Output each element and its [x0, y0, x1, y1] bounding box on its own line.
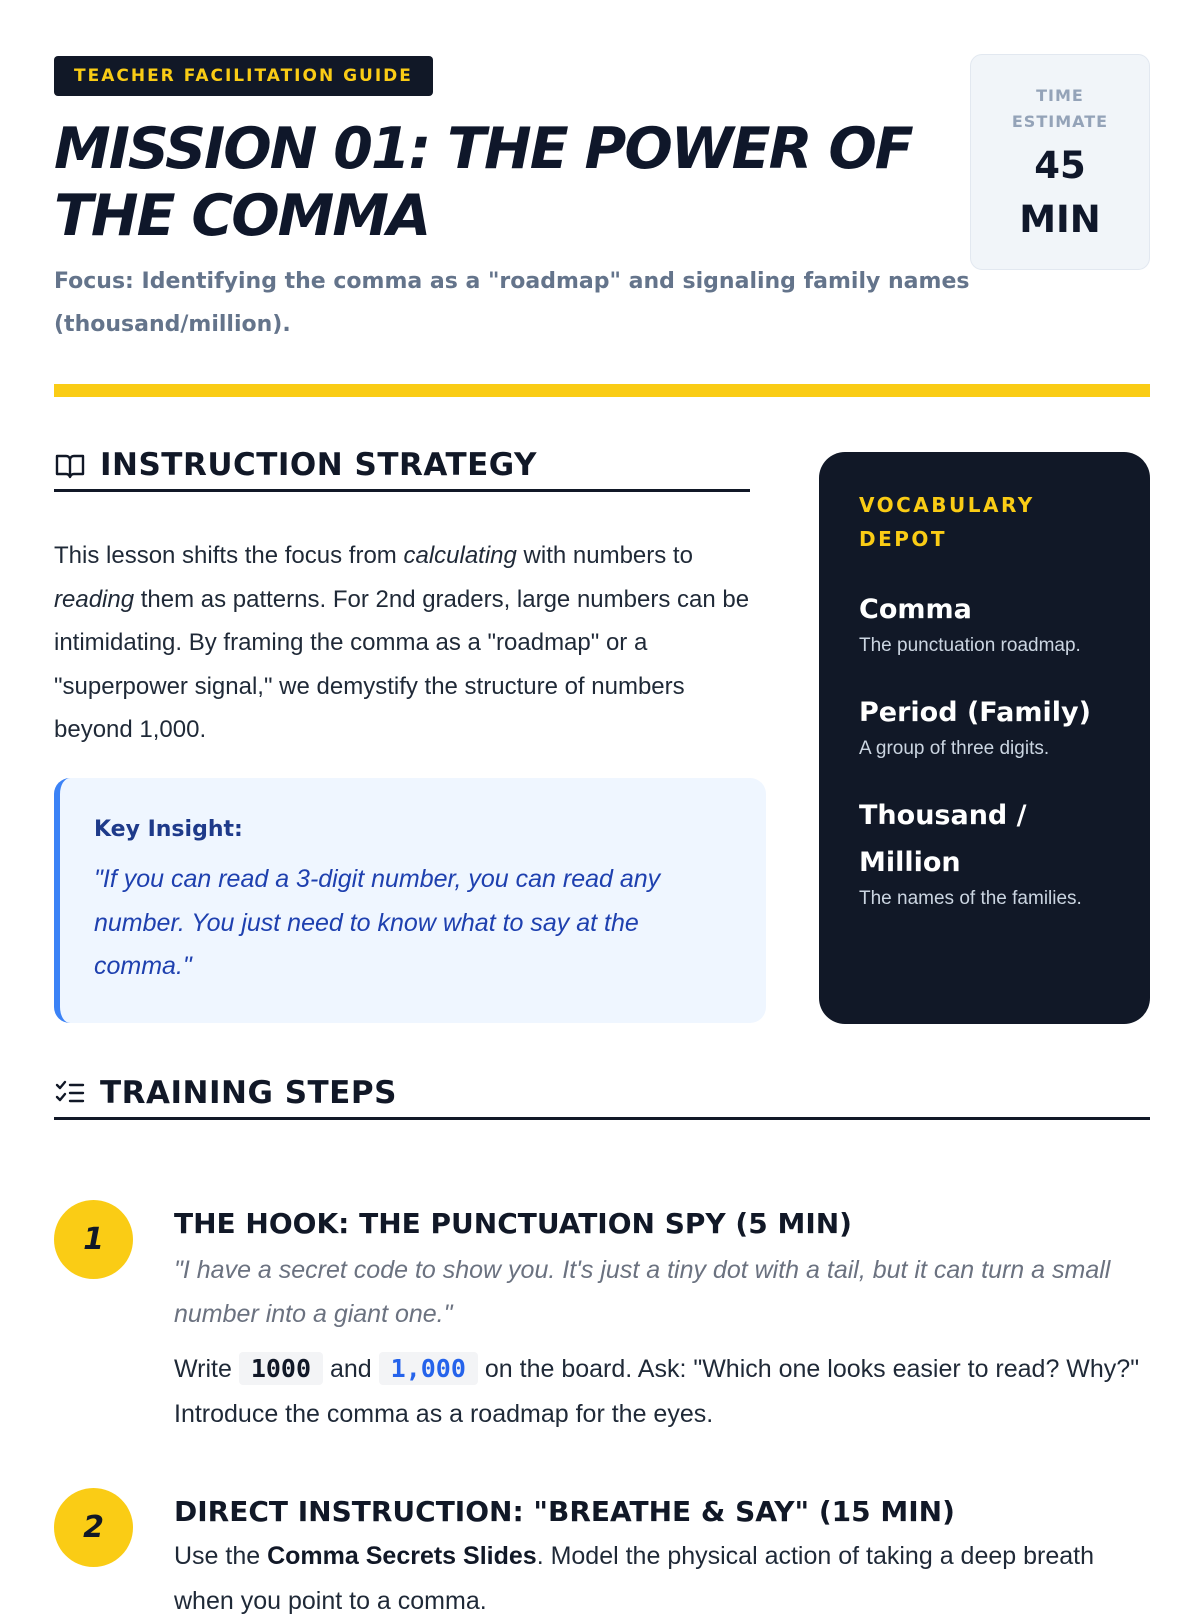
- instruction-strategy-heading: [54, 440, 750, 492]
- header-divider: [54, 384, 1150, 397]
- strategy-emphasis: calculating: [403, 542, 517, 569]
- step-item: [174, 1204, 1150, 1437]
- checklist-icon: [54, 1077, 86, 1109]
- strategy-paragraph: [54, 534, 766, 752]
- step-description: [174, 1534, 1150, 1624]
- vocab-term: Period (Family): [859, 697, 1091, 728]
- code-snippet: 1,000: [379, 1352, 478, 1385]
- vocabulary-title: VOCABULARY DEPOT: [859, 493, 1035, 551]
- step-number-badge: 2: [54, 1488, 133, 1567]
- key-insight-label: Key Insight:: [94, 817, 243, 842]
- step-item: [174, 1492, 1150, 1624]
- vocab-item: [859, 586, 1114, 659]
- section-title: TRAINING STEPS: [100, 1074, 397, 1111]
- vocab-definition: The punctuation roadmap.: [859, 635, 1081, 656]
- training-steps-heading: [54, 1068, 1150, 1120]
- step-description: [174, 1346, 1150, 1437]
- step-text-part: Write: [174, 1355, 239, 1383]
- strategy-text-part: them as patterns. For 2nd graders, large numbers can be intimidating. By framing the comma as a "roadmap" or a "superpower signal," we demystify the structure of numbers beyond 1,000.: [54, 585, 750, 743]
- time-estimate-value: 45 MIN: [1019, 144, 1101, 241]
- open-book-icon: [54, 449, 86, 481]
- vocab-item: [859, 689, 1114, 762]
- vocabulary-depot-card: [819, 452, 1150, 1024]
- step-text-part: Use the: [174, 1542, 268, 1570]
- vocab-term: Comma: [859, 594, 972, 625]
- strategy-text-part: with numbers to: [516, 542, 693, 569]
- key-insight-callout: [54, 778, 766, 1023]
- vocab-definition: A group of three digits.: [859, 738, 1050, 759]
- strategy-emphasis: reading: [54, 585, 135, 613]
- vocab-definition: The names of the families.: [859, 888, 1082, 909]
- code-snippet: 1000: [239, 1352, 323, 1385]
- step-text-part: and: [323, 1355, 379, 1383]
- key-insight-quote: "If you can read a 3-digit number, you can read any number. You just need to know what to say at the comma.": [94, 865, 661, 980]
- step-title: DIRECT INSTRUCTION: "BREATHE & SAY" (15 MIN): [174, 1495, 955, 1528]
- step-text-part: . Model the physical action of taking a deep breath when you point to a comma.: [174, 1542, 1094, 1615]
- focus-statement: Focus: Identifying the comma as a "roadmap" and signaling family names (thousand/million).: [54, 269, 970, 337]
- page-title: MISSION 01: THE POWER OF THE COMMA: [54, 116, 912, 249]
- strategy-text-part: This lesson shifts the focus from: [54, 542, 404, 569]
- time-estimate-card: [970, 54, 1150, 270]
- time-estimate-label: TIME ESTIMATE: [1011, 86, 1109, 131]
- vocab-term: Thousand / Million: [859, 800, 1027, 878]
- step-number-badge: 1: [54, 1200, 133, 1279]
- vocab-item: [859, 792, 1114, 912]
- step-text-part: on the board. Ask: "Which one looks easier to read? Why?" Introduce the comma as a roadmap for the eyes.: [174, 1355, 1140, 1428]
- section-title: INSTRUCTION STRATEGY: [100, 446, 537, 483]
- step-highlight: Comma Secrets Slides: [267, 1542, 537, 1570]
- step-title: THE HOOK: THE PUNCTUATION SPY (5 MIN): [174, 1207, 852, 1240]
- step-quote: "I have a secret code to show you. It's just a tiny dot with a tail, but it can turn a small number into a giant one.": [174, 1256, 1111, 1328]
- guide-badge: TEACHER FACILITATION GUIDE: [54, 56, 433, 96]
